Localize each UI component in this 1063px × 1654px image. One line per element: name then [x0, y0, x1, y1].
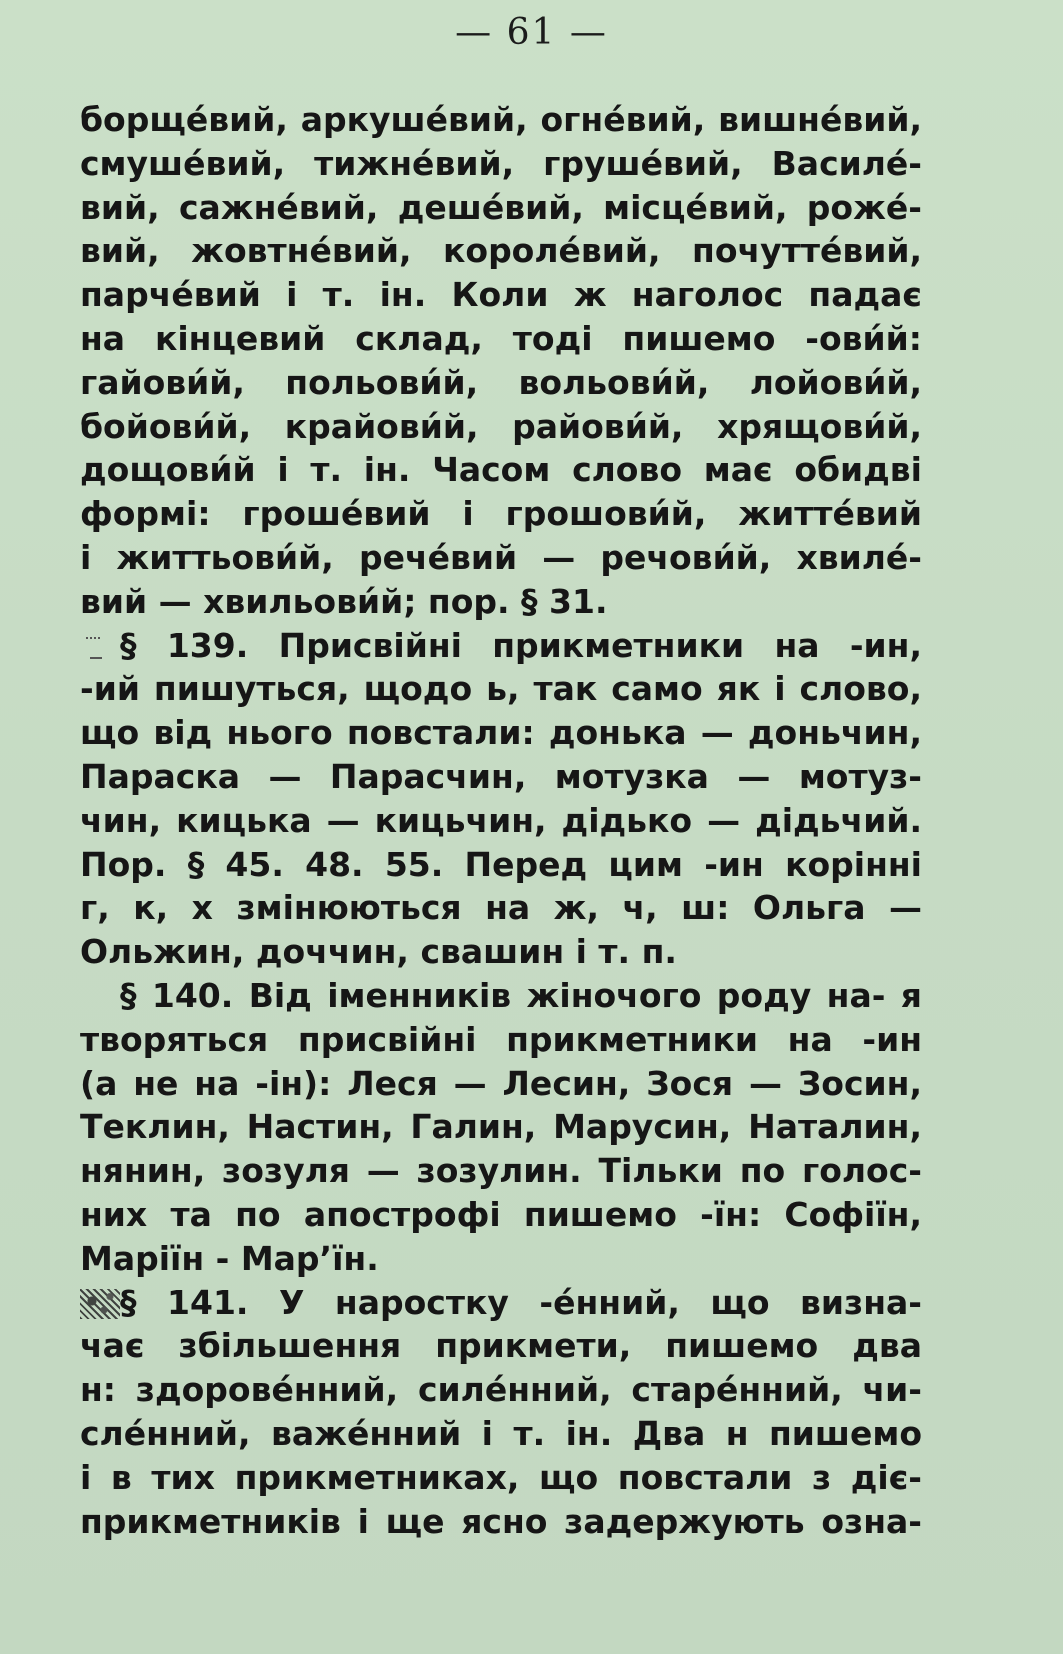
line-text: вий, жовтнéвий, королéвий, почуттéвий, — [80, 231, 922, 271]
line-text: і життьови́й, речéвий — речови́й, хвилé- — [80, 537, 922, 577]
line-text: смушéвий, тижнéвий, грушéвий, Василé- — [80, 143, 922, 183]
text-line — [80, 98, 922, 142]
line-text: на кінцевий склад, тоді пишемо -ови́й: — [80, 318, 922, 358]
text-line — [80, 1456, 922, 1500]
line-text: Параска — Парасчин, мотузка — мотуз- — [80, 756, 922, 796]
text-line — [80, 492, 922, 536]
body-text — [80, 98, 922, 1543]
text-line — [80, 1281, 922, 1325]
line-text: формі: грошéвий і грошови́й, життéвий — [80, 494, 922, 534]
text-line — [80, 1105, 922, 1149]
text-line — [80, 142, 922, 186]
line-text: Маріїн - Мар’їн. — [80, 1238, 379, 1278]
text-line — [80, 1368, 922, 1412]
text-line — [80, 1018, 922, 1062]
text-line — [80, 667, 922, 711]
line-text: (а не на -ін): Леся — Лесин, Зося — Зосин, — [80, 1063, 922, 1103]
line-text: них та по апострофі пишемо -їн: Софіїн, — [80, 1194, 922, 1234]
text-line — [80, 405, 922, 449]
text-line — [80, 799, 922, 843]
text-line — [80, 711, 922, 755]
line-text: н: здоровéнний, силéнний, старéнний, чи- — [80, 1370, 922, 1410]
text-line — [80, 1237, 922, 1281]
text-line — [80, 1500, 922, 1544]
line-text: творяться присвійні прикметники на -ин — [80, 1019, 922, 1059]
text-line — [80, 886, 922, 930]
text-line — [80, 624, 922, 668]
text-line — [80, 186, 922, 230]
text-line — [80, 930, 922, 974]
line-text: § 139. Присвійні прикметники на -ин, — [120, 625, 922, 665]
text-line — [80, 1412, 922, 1456]
line-text: прикметників і ще ясно задержують озна- — [80, 1501, 922, 1541]
line-text: слéнний, важéнний і т. ін. Два н пишемо — [80, 1413, 922, 1453]
text-line — [80, 755, 922, 799]
line-text: гайови́й, польови́й, вольови́й, лойови́й, — [80, 362, 922, 402]
line-text: вий, сажнéвий, дешéвий, місцéвий, рожé- — [80, 187, 922, 227]
text-line — [80, 843, 922, 887]
line-text: чин, кицька — кицьчин, дідько — дідьчий. — [80, 800, 922, 840]
line-text: вий — хвильови́й; пор. § 31. — [80, 581, 608, 621]
text-line — [80, 317, 922, 361]
line-text: г, к, х змінюються на ж, ч, ш: Ольга — — [80, 888, 922, 928]
line-text: парчéвий і т. ін. Коли ж наголос падає — [80, 275, 922, 315]
line-text: борщéвий, аркушéвий, огнéвий, вишнéвий, — [80, 100, 922, 139]
text-line — [80, 1149, 922, 1193]
text-line — [80, 273, 922, 317]
margin-mark-icon — [80, 635, 120, 659]
line-text: Теклин, Настин, Галин, Марусин, Наталин, — [80, 1107, 922, 1147]
page-number: — 61 — — [455, 12, 608, 53]
text-line — [80, 1193, 922, 1237]
line-text: нянин, зозуля — зозулин. Тільки по голос- — [80, 1151, 922, 1191]
line-text: що від нього повстали: донька — доньчин, — [80, 713, 922, 753]
text-line — [80, 229, 922, 273]
line-text: бойови́й, крайови́й, райови́й, хрящови́й, — [80, 406, 922, 446]
line-text: і в тих прикметниках, що повстали з діє- — [80, 1457, 922, 1497]
text-line — [80, 580, 922, 624]
text-line — [80, 1062, 922, 1106]
ink-smudge-icon — [80, 1289, 120, 1319]
line-text: § 141. У наростку -éнний, що визна- — [120, 1282, 922, 1322]
line-text: дощови́й і т. ін. Часом слово має обидві — [80, 450, 922, 490]
text-line — [80, 536, 922, 580]
text-line — [80, 361, 922, 405]
text-line — [80, 448, 922, 492]
line-text: -ий пишуться, щодо ь, так само як і слово, — [80, 669, 922, 709]
line-text: § 140. Від іменників жіночого роду на- я — [120, 975, 922, 1015]
text-line — [80, 974, 922, 1018]
line-text: чає збільшення прикмети, пишемо два — [80, 1326, 922, 1366]
line-text: Ольжин, доччин, свашин і т. п. — [80, 932, 677, 972]
text-line — [80, 1324, 922, 1368]
line-text: Пор. § 45. 48. 55. Перед цим -ин корінні — [80, 844, 922, 884]
